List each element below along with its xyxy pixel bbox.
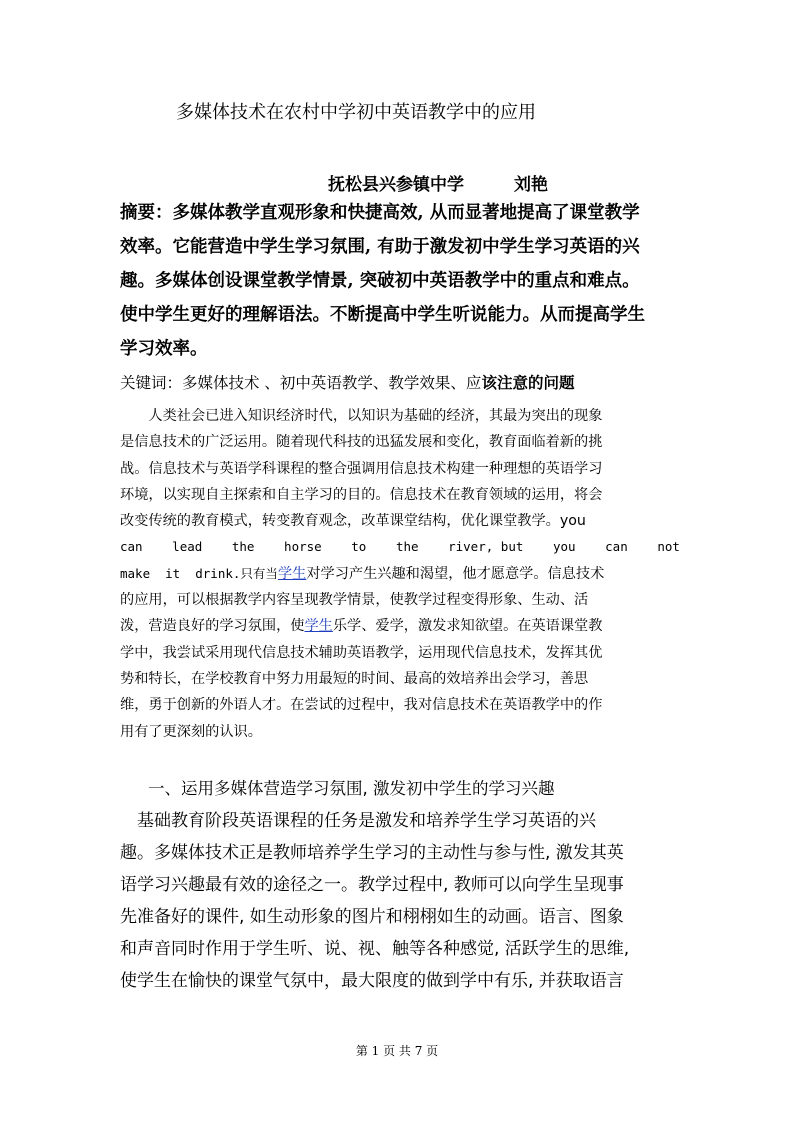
english-word: horse [284, 539, 322, 555]
body-line: 人类社会已进入知识经济时代，以知识为基础的经济，其最为突出的现象 [120, 408, 603, 424]
paragraph-line: 先准备好的课件, 如生动形象的图片和栩栩如生的动画。语言、图象 [120, 907, 624, 927]
body-line: 战。信息技术与英语学科课程的整合强调用信息技术构建一种理想的英语学习 [120, 460, 603, 477]
body-line-text: 乐学、爱学，激发求知欲望。在英语课堂教 [332, 618, 603, 635]
keywords-text: 关键词：多媒体技术 、初中英语教学、教学效果、应 [120, 374, 482, 392]
abstract-line: 趣。多媒体创设课堂教学情景, 突破初中英语教学中的重点和难点。 [120, 271, 640, 291]
english-line [120, 534, 680, 560]
body-line [120, 613, 680, 639]
abstract [120, 196, 676, 366]
body-line: 是信息技术的广泛运用。随着现代科技的迅猛发展和变化，教育面临着新的挑 [120, 434, 603, 451]
paragraph-line: 使学生在愉快的课堂气氛中，最大限度的做到学中有乐, 并获取语言 [120, 971, 624, 991]
english-word: to [351, 539, 367, 555]
section-paragraph [120, 805, 680, 997]
student-link[interactable]: 学生 [304, 618, 333, 635]
author-line [328, 170, 548, 195]
body-line: 势和特长，在学校教育中努力用最短的时间、最高的效培养出会学习，善思 [120, 670, 589, 687]
paragraph-line: 和声音同时作用于学生听、说、视、触等各种感觉, 活跃学生的思维, [120, 939, 630, 959]
body-line: 用有了更深刻的认识。 [120, 723, 262, 740]
body-line: 的应用，可以根据教学内容呈现教学情景，使教学过程变得形象、生动、活 [120, 592, 589, 609]
body-text [120, 403, 680, 745]
body-line: 环境，以实现自主探索和自主学习的目的。信息技术在教育领域的运用，将会 [120, 486, 603, 503]
english-word: you [552, 539, 576, 555]
section-heading: 一、运用多媒体营造学习氛围, 激发初中学生的学习兴趣 [148, 779, 555, 798]
english-word: river, but [448, 539, 524, 555]
author-name: 刘艳 [514, 175, 548, 195]
abstract-line: 摘要：多媒体教学直观形象和快捷高效, 从而显著地提高了课堂教学 [120, 203, 640, 223]
english-word: the [231, 539, 255, 555]
paragraph-line: 趣。多媒体技术正是教师培养学生学习的主动性与参与性, 激发其英 [120, 843, 624, 863]
keywords-bold-text: 该注意的问题 [481, 374, 575, 392]
body-line: 改变传统的教育模式，转变教育观念，改革课堂结构，优化课堂教学。you [120, 513, 586, 530]
author-school: 抚松县兴参镇中学 [328, 175, 464, 195]
abstract-line: 使中学生更好的理解语法。不断提高中学生听说能力。从而提高学生 [120, 305, 645, 325]
body-line [120, 561, 680, 587]
abstract-line: 效率。它能营造中学生学习氛围, 有助于激发初中学生学习英语的兴 [120, 237, 640, 257]
page-footer: 第 1 页 共 7 页 [355, 1044, 439, 1058]
paragraph-line: 语学习兴趣最有效的途径之一。教学过程中, 教师可以向学生呈现事 [120, 875, 624, 895]
english-word: lead [172, 539, 203, 555]
body-line-text: make it drink.只有当 [120, 565, 278, 581]
abstract-line: 学习效率。 [120, 339, 208, 359]
english-word: can [605, 539, 628, 555]
student-link[interactable]: 学生 [277, 565, 307, 582]
body-line: 学中，我尝试采用现代信息技术辅助英语教学，运用现代信息技术，发挥其优 [120, 644, 603, 661]
body-line-text: 泼，营造良好的学习氛围，使 [120, 618, 305, 635]
english-word: not [657, 539, 680, 555]
body-line-text: 对学习产生兴趣和渴望，他才愿意学。信息技术 [306, 565, 605, 582]
english-word: can [120, 539, 143, 555]
keywords [120, 371, 574, 393]
english-word: the [395, 539, 419, 555]
paragraph-line: 基础教育阶段英语课程的任务是激发和培养学生学习英语的兴 [120, 811, 596, 831]
body-line: 维，勇于创新的外语人才。在尝试的过程中，我对信息技术在英语教学中的作 [120, 697, 603, 714]
document-title: 多媒体技术在农村中学初中英语教学中的应用 [176, 102, 536, 123]
